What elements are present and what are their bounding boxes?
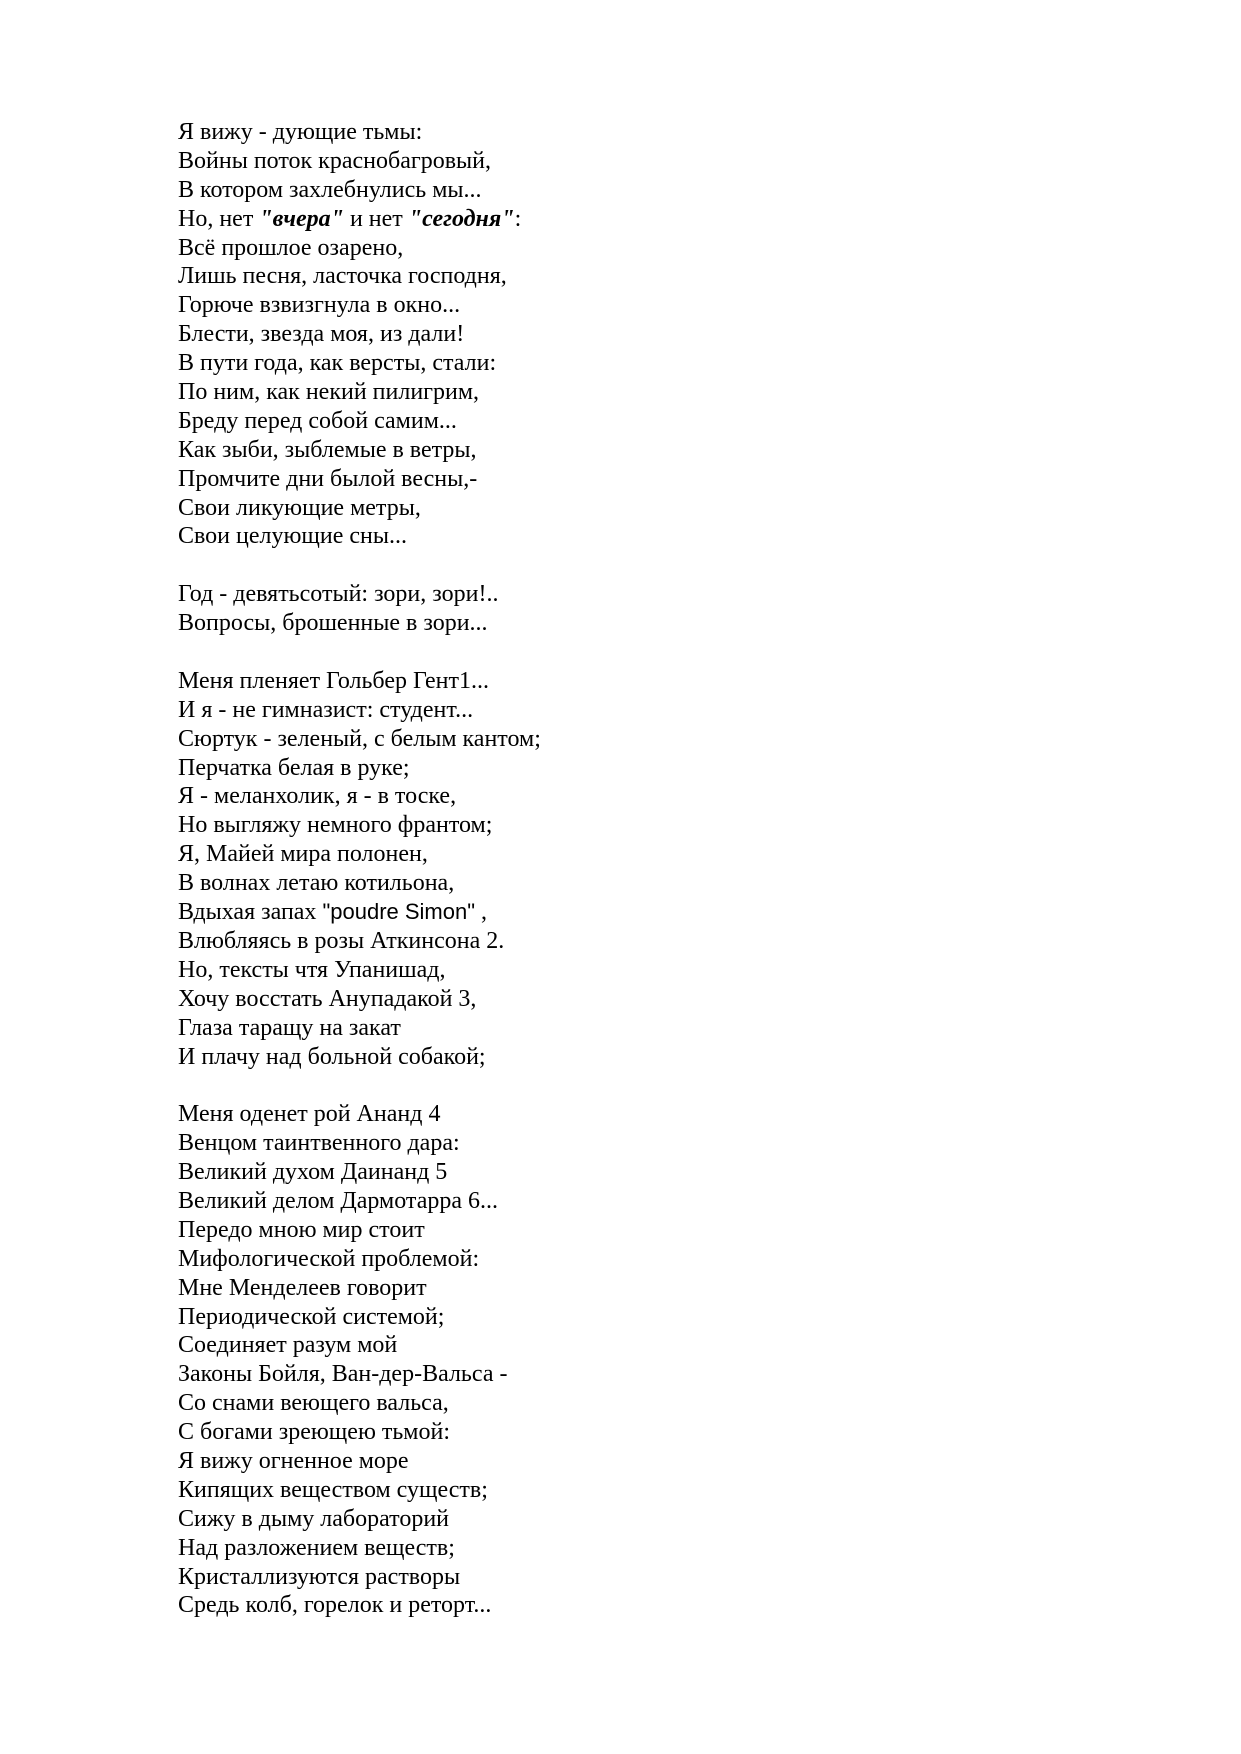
line-part: , — [475, 899, 488, 926]
poem-line: Кипящих веществом существ; — [178, 1476, 488, 1503]
poem-line: Горюче взвизгнула в окно... — [178, 292, 461, 319]
poem-line — [178, 898, 1078, 927]
poem-line: Венцом таинтвенного дара: — [178, 1130, 460, 1157]
poem-line: Свои ликующие метры, — [178, 494, 421, 521]
poem-line: И плачу над больной собакой; — [178, 1043, 486, 1070]
poem-line — [178, 205, 1078, 234]
poem-line: Вопросы, брошенные в зори... — [178, 610, 488, 637]
poem-line: Периодической системой; — [178, 1303, 445, 1330]
poem-line: Но выгляжу немного франтом; — [178, 812, 493, 839]
poem-line: И я - не гимназист: студент... — [178, 696, 474, 723]
stanza-4 — [178, 1100, 1078, 1620]
poem-line: Сюртук - зеленый, с белым кантом; — [178, 725, 541, 752]
line-part: : — [514, 205, 522, 232]
poem-line: Великий делом Дармотарра 6... — [178, 1187, 499, 1214]
poem-line: Всё прошлое озарено, — [178, 234, 404, 261]
poem-line: Средь колб, горелок и реторт... — [178, 1592, 492, 1619]
poem-line: Влюбляясь в розы Аткинсона 2. — [178, 927, 505, 954]
poem-line: Войны поток краснобагровый, — [178, 147, 491, 174]
poem-line: По ним, как некий пилигрим, — [178, 379, 480, 406]
poem-line: Блести, звезда моя, из дали! — [178, 321, 465, 348]
stanza-1 — [178, 118, 1078, 551]
poem-line: Над разложением веществ; — [178, 1534, 455, 1561]
poem-line: В котором захлебнулись мы... — [178, 176, 482, 203]
poem-line: Соединяет разум мой — [178, 1332, 398, 1359]
poem-line: Год - девятьсотый: зори, зори!.. — [178, 581, 499, 608]
poem-line: Как зыби, зыблемые в ветры, — [178, 436, 477, 463]
poem-line: Законы Бойля, Ван-дер-Вальса - — [178, 1361, 508, 1388]
poem-line: Мне Менделеев говорит — [178, 1274, 427, 1301]
poem-line: Бреду перед собой самим... — [178, 407, 457, 434]
poem-line: Я - меланхолик, я - в тоске, — [178, 783, 457, 810]
emphasized-word-vchera: "вчера" — [259, 205, 344, 232]
poem-line: Мифологической проблемой: — [178, 1245, 480, 1272]
poem-line: В пути года, как версты, стали: — [178, 350, 497, 377]
poem-line: Меня пленяет Гольбер Гент1... — [178, 667, 490, 694]
stanza-2 — [178, 580, 1078, 638]
poem-text — [178, 118, 1078, 1649]
poem-line: Лишь песня, ласточка господня, — [178, 263, 507, 290]
stanza-3 — [178, 667, 1078, 1071]
poem-line: В волнах летаю котильона, — [178, 870, 455, 897]
poem-line: Перчатка белая в руке; — [178, 754, 410, 781]
poem-line: С богами зреющею тьмой: — [178, 1419, 451, 1446]
poem-line: Я вижу огненное море — [178, 1447, 409, 1474]
line-part: и нет — [343, 205, 409, 232]
poem-line: Со снами веющего вальса, — [178, 1390, 449, 1417]
poem-line: Промчите дни былой весны,- — [178, 465, 478, 492]
line-part: Вдыхая запах — [178, 899, 323, 926]
poem-line: Передо мною мир стоит — [178, 1216, 425, 1243]
latin-phrase: "poudre Simon" — [322, 899, 476, 925]
poem-line: Глаза таращу на закат — [178, 1014, 401, 1041]
emphasized-word-segodnya: "сегодня" — [408, 205, 515, 232]
poem-line: Я, Майей мира полонен, — [178, 841, 428, 868]
poem-line: Хочу восстать Анупадакой 3, — [178, 985, 477, 1012]
poem-line: Сижу в дыму лабораторий — [178, 1505, 450, 1532]
poem-line: Свои целующие сны... — [178, 523, 408, 550]
poem-line: Кристаллизуются растворы — [178, 1563, 461, 1590]
poem-line: Меня оденет рой Ананд 4 — [178, 1101, 441, 1128]
poem-line: Но, тексты чтя Упанишад, — [178, 956, 446, 983]
poem-line: Я вижу - дующие тьмы: — [178, 119, 423, 145]
line-part: Но, нет — [178, 205, 260, 232]
poem-line: Великий духом Даинанд 5 — [178, 1159, 448, 1186]
